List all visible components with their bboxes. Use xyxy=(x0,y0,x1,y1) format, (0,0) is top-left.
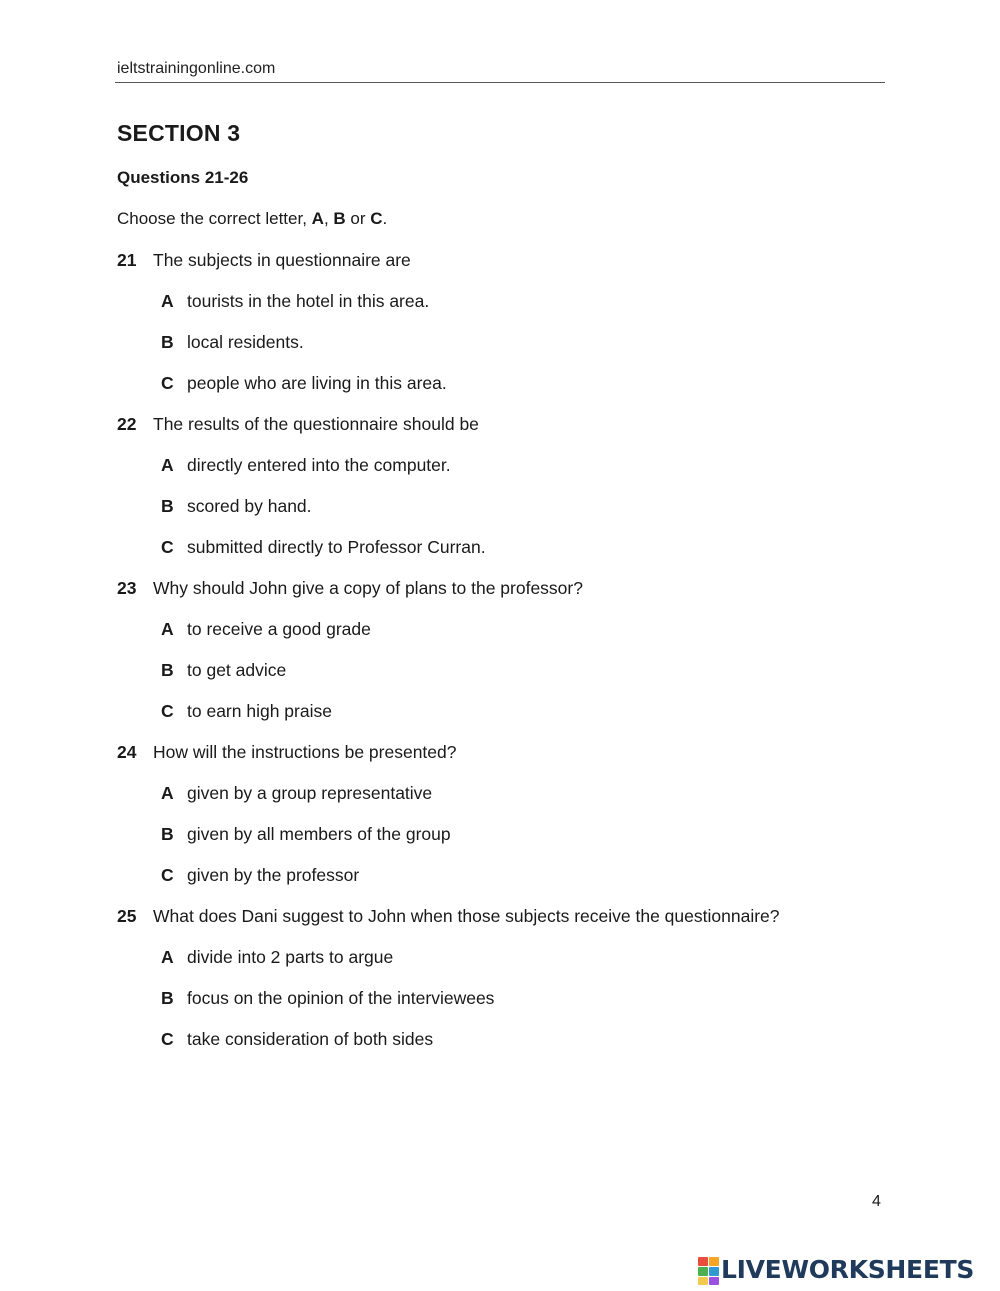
option-b[interactable] xyxy=(117,824,877,865)
logo-block xyxy=(709,1277,719,1285)
option-text: given by all members of the group xyxy=(187,824,451,844)
instruction xyxy=(117,209,387,229)
option-c[interactable] xyxy=(117,1029,877,1070)
option-letter: A xyxy=(161,291,174,311)
section-title: SECTION 3 xyxy=(117,120,241,146)
option-a[interactable] xyxy=(117,455,877,496)
logo-block xyxy=(709,1267,719,1276)
instruction-sep: , xyxy=(323,209,334,228)
option-letter: B xyxy=(161,332,174,352)
question-21 xyxy=(117,250,877,414)
question-stem xyxy=(117,742,877,783)
instruction-or: or xyxy=(345,209,371,228)
option-text: given by the professor xyxy=(187,865,360,885)
instruction-letter-a: A xyxy=(311,209,324,228)
question-number: 21 xyxy=(117,250,137,270)
question-stem xyxy=(117,578,877,619)
liveworksheets-brand: LIVEWORKSHEETS xyxy=(721,1255,975,1284)
questions-range: Questions 21-26 xyxy=(117,168,249,187)
question-stem xyxy=(117,906,877,947)
instruction-letter-c: C xyxy=(370,209,383,228)
option-text: to get advice xyxy=(187,660,287,680)
question-text: What does Dani suggest to John when those subjects receive the questionnaire? xyxy=(153,906,780,926)
question-number: 24 xyxy=(117,742,137,762)
option-text: submitted directly to Professor Curran. xyxy=(187,537,486,557)
logo-block xyxy=(709,1257,719,1266)
question-stem xyxy=(117,250,877,291)
option-letter: A xyxy=(161,947,174,967)
logo-block xyxy=(698,1267,708,1276)
option-text: local residents. xyxy=(187,332,304,352)
question-text: The subjects in questionnaire are xyxy=(153,250,411,270)
option-b[interactable] xyxy=(117,496,877,537)
option-a[interactable] xyxy=(117,783,877,824)
site-url: ieltstrainingonline.com xyxy=(117,60,276,77)
option-b[interactable] xyxy=(117,332,877,373)
option-a[interactable] xyxy=(117,947,877,988)
question-list xyxy=(117,250,877,1070)
question-stem xyxy=(117,414,877,455)
logo-block xyxy=(698,1277,708,1285)
question-23 xyxy=(117,578,877,742)
option-c[interactable] xyxy=(117,373,877,414)
liveworksheets-logo[interactable] xyxy=(698,1255,974,1285)
instruction-prefix: Choose the correct letter, xyxy=(117,209,312,228)
option-text: people who are living in this area. xyxy=(187,373,447,393)
header-divider xyxy=(115,82,885,83)
option-text: directly entered into the computer. xyxy=(187,455,451,475)
option-letter: B xyxy=(161,496,174,516)
option-text: scored by hand. xyxy=(187,496,312,516)
question-number: 23 xyxy=(117,578,137,598)
option-letter: B xyxy=(161,824,174,844)
option-text: given by a group representative xyxy=(187,783,433,803)
option-letter: B xyxy=(161,988,174,1008)
option-letter: C xyxy=(161,373,174,393)
option-text: focus on the opinion of the interviewees xyxy=(187,988,495,1008)
option-a[interactable] xyxy=(117,619,877,660)
question-24 xyxy=(117,742,877,906)
question-25 xyxy=(117,906,877,1070)
option-letter: A xyxy=(161,783,174,803)
option-letter: C xyxy=(161,701,174,721)
question-text: The results of the questionnaire should be xyxy=(153,414,479,434)
liveworksheets-logo-icon xyxy=(698,1257,718,1283)
instruction-letter-b: B xyxy=(333,209,346,228)
option-text: tourists in the hotel in this area. xyxy=(187,291,430,311)
option-b[interactable] xyxy=(117,660,877,701)
question-text: How will the instructions be presented? xyxy=(153,742,457,762)
option-letter: C xyxy=(161,537,174,557)
question-number: 22 xyxy=(117,414,137,434)
question-22 xyxy=(117,414,877,578)
option-a[interactable] xyxy=(117,291,877,332)
option-text: to receive a good grade xyxy=(187,619,371,639)
question-number: 25 xyxy=(117,906,137,926)
option-letter: A xyxy=(161,455,174,475)
option-b[interactable] xyxy=(117,988,877,1029)
option-text: take consideration of both sides xyxy=(187,1029,434,1049)
option-text: to earn high praise xyxy=(187,701,332,721)
option-letter: C xyxy=(161,1029,174,1049)
option-c[interactable] xyxy=(117,701,877,742)
option-text: divide into 2 parts to argue xyxy=(187,947,394,967)
option-c[interactable] xyxy=(117,537,877,578)
option-letter: A xyxy=(161,619,174,639)
page-number: 4 xyxy=(872,1193,881,1210)
option-c[interactable] xyxy=(117,865,877,906)
option-letter: B xyxy=(161,660,174,680)
option-letter: C xyxy=(161,865,174,885)
question-text: Why should John give a copy of plans to the professor? xyxy=(153,578,583,598)
instruction-end: . xyxy=(382,209,388,228)
logo-block xyxy=(698,1257,708,1266)
